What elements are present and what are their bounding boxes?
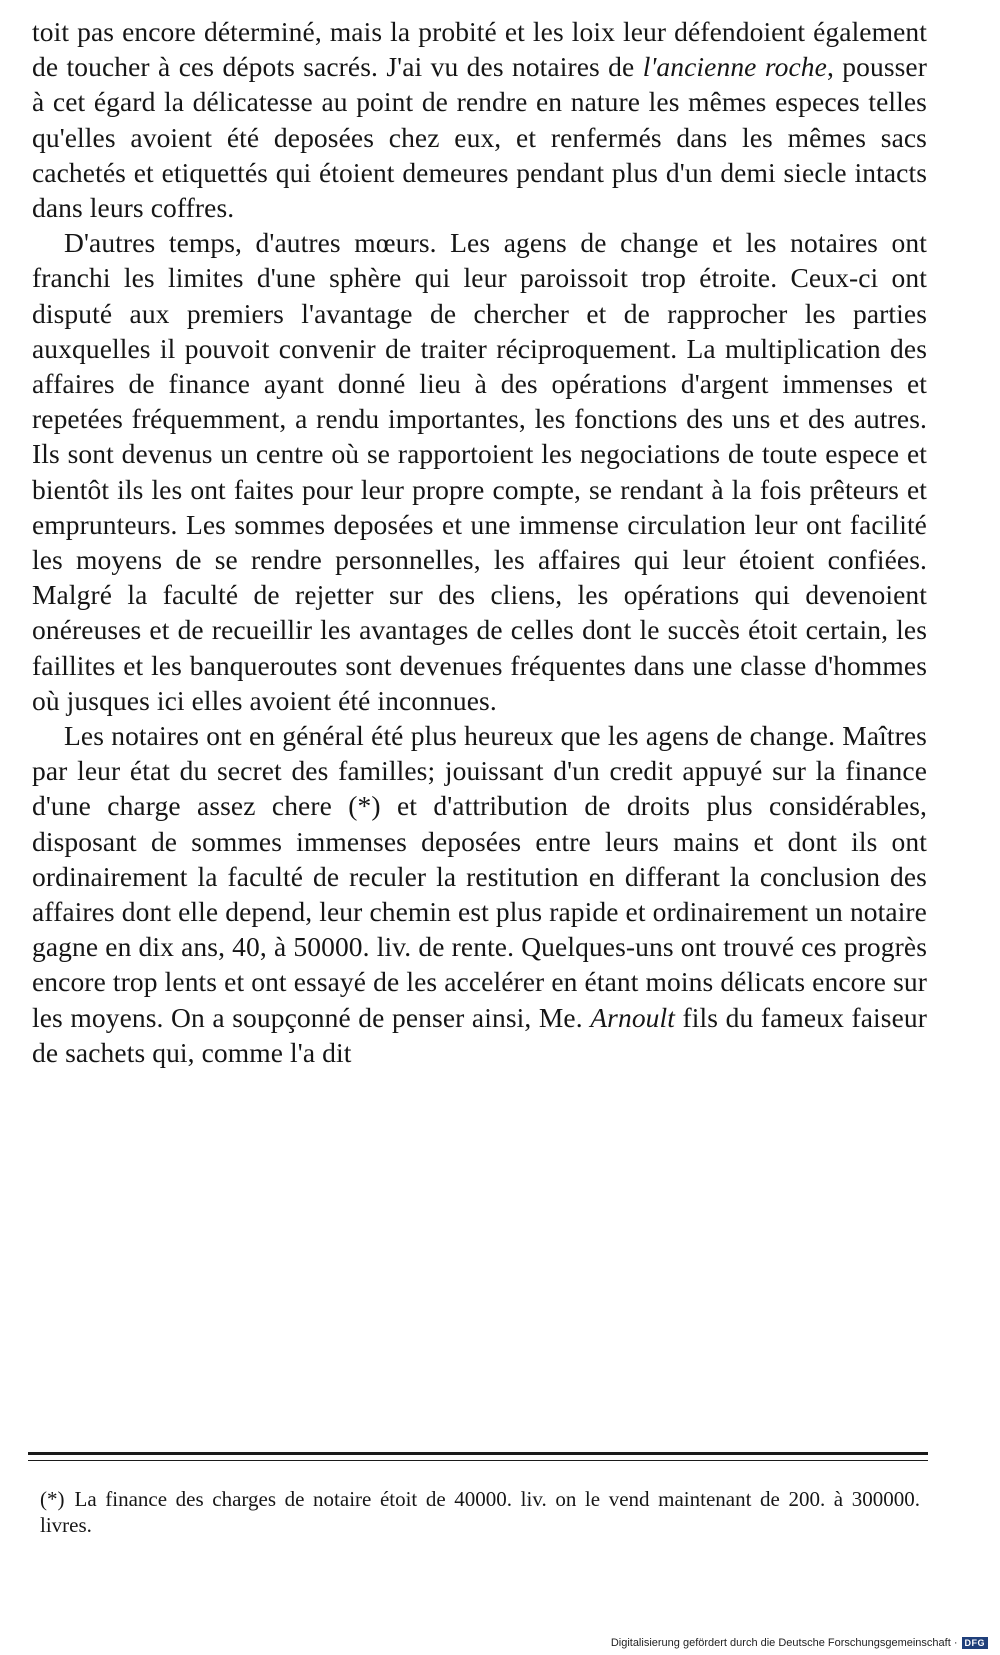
- paragraph-3: [32, 718, 927, 1070]
- paragraph-3-text: Les notaires ont en général été plus heureux que les agens de change. Maîtres par leur état du secret des familles; jouissant d'un credit appuyé sur la finance d'une charge assez chere (*) et d'attribution de droits plus considérables, disposant de sommes immenses deposées entre leurs mains et dont ils ont ordinairement la faculté de reculer la restitution en differant la conclusion des affaires dont elle depend, leur chemin est plus rapide et ordinairement un notaire gagne en dix ans, 40, à 50000. liv. de rente. Quelques-uns ont trouvé ces progrès encore trop lents et ont essayé de les accelérer en étant moins délicats encore sur les moyens. On a soupçonné de penser ainsi, Me.: [32, 720, 927, 1033]
- digitization-credit: [611, 1637, 988, 1649]
- paragraph-1-rest: , pousser à cet égard la délicatesse au point de rendre en nature les mêmes especes telles qu'elles avoient été deposées chez eux, et renfermés dans les mêmes sacs cachetés et etiquettés qui étoient demeures pendant plus d'un demi siecle intacts dans leurs coffres.: [32, 51, 927, 224]
- main-text: [32, 14, 927, 1070]
- dfg-logo-icon: DFG: [962, 1637, 989, 1649]
- footnote-mark: (*): [40, 1487, 65, 1511]
- paragraph-2: D'autres temps, d'autres mœurs. Les agens de change et les notaires ont franchi les limites d'une sphère qui leur paroissoit trop étroite. Ceux-ci ont disputé aux premiers l'avantage de chercher et de rapprocher les parties auxquelles il pouvoit convenir de traiter réciproquement. La multiplication des affaires de finance ayant donné lieu à des opérations d'argent immenses et repetées fréquemment, a rendu importantes, les fonctions des uns et des autres. Ils sont devenus un centre où se rapportoient les negociations de toute espece et bientôt ils les ont faites pour leur propre compte, se rendant à la fois prêteurs et emprunteurs. Les sommes deposées et une immense circulation leur ont facilité les moyens de se rendre personnelles, les affaires qui leur étoient confiées. Malgré la faculté de rejetter sur des cliens, les opérations qui devenoient onéreuses et de recueillir les avantages de celles dont le succès étoit certain, les faillites et les banqueroutes sont devenues fréquentes dans une classe d'hommes où jusques ici elles avoient été inconnues.: [32, 227, 927, 716]
- credit-text: Digitalisierung gefördert durch die Deutsche Forschungsgemeinschaft ·: [610, 1637, 958, 1649]
- paragraph-1: [32, 14, 927, 225]
- paragraph-3-italic: Arnoult: [590, 1001, 675, 1033]
- footnote-text: La finance des charges de notaire étoit de 40000. liv. on le vend maintenant de 200. à 300000. livres.: [40, 1487, 920, 1537]
- paragraph-1-italic: l'ancienne roche: [642, 51, 827, 83]
- footnote-rule-thick: [28, 1452, 928, 1455]
- footnote-rule-thin: [28, 1460, 928, 1461]
- paragraph-3-rest: fils du fameux faiseur de sachets qui, comme l'a dit: [32, 1001, 927, 1068]
- footnote: [40, 1486, 920, 1538]
- paragraph-1-text: toit pas encore déterminé, mais la probité et les loix leur défendoient également de toucher à ces dépots sacrés. J'ai vu des notaires de: [32, 16, 927, 83]
